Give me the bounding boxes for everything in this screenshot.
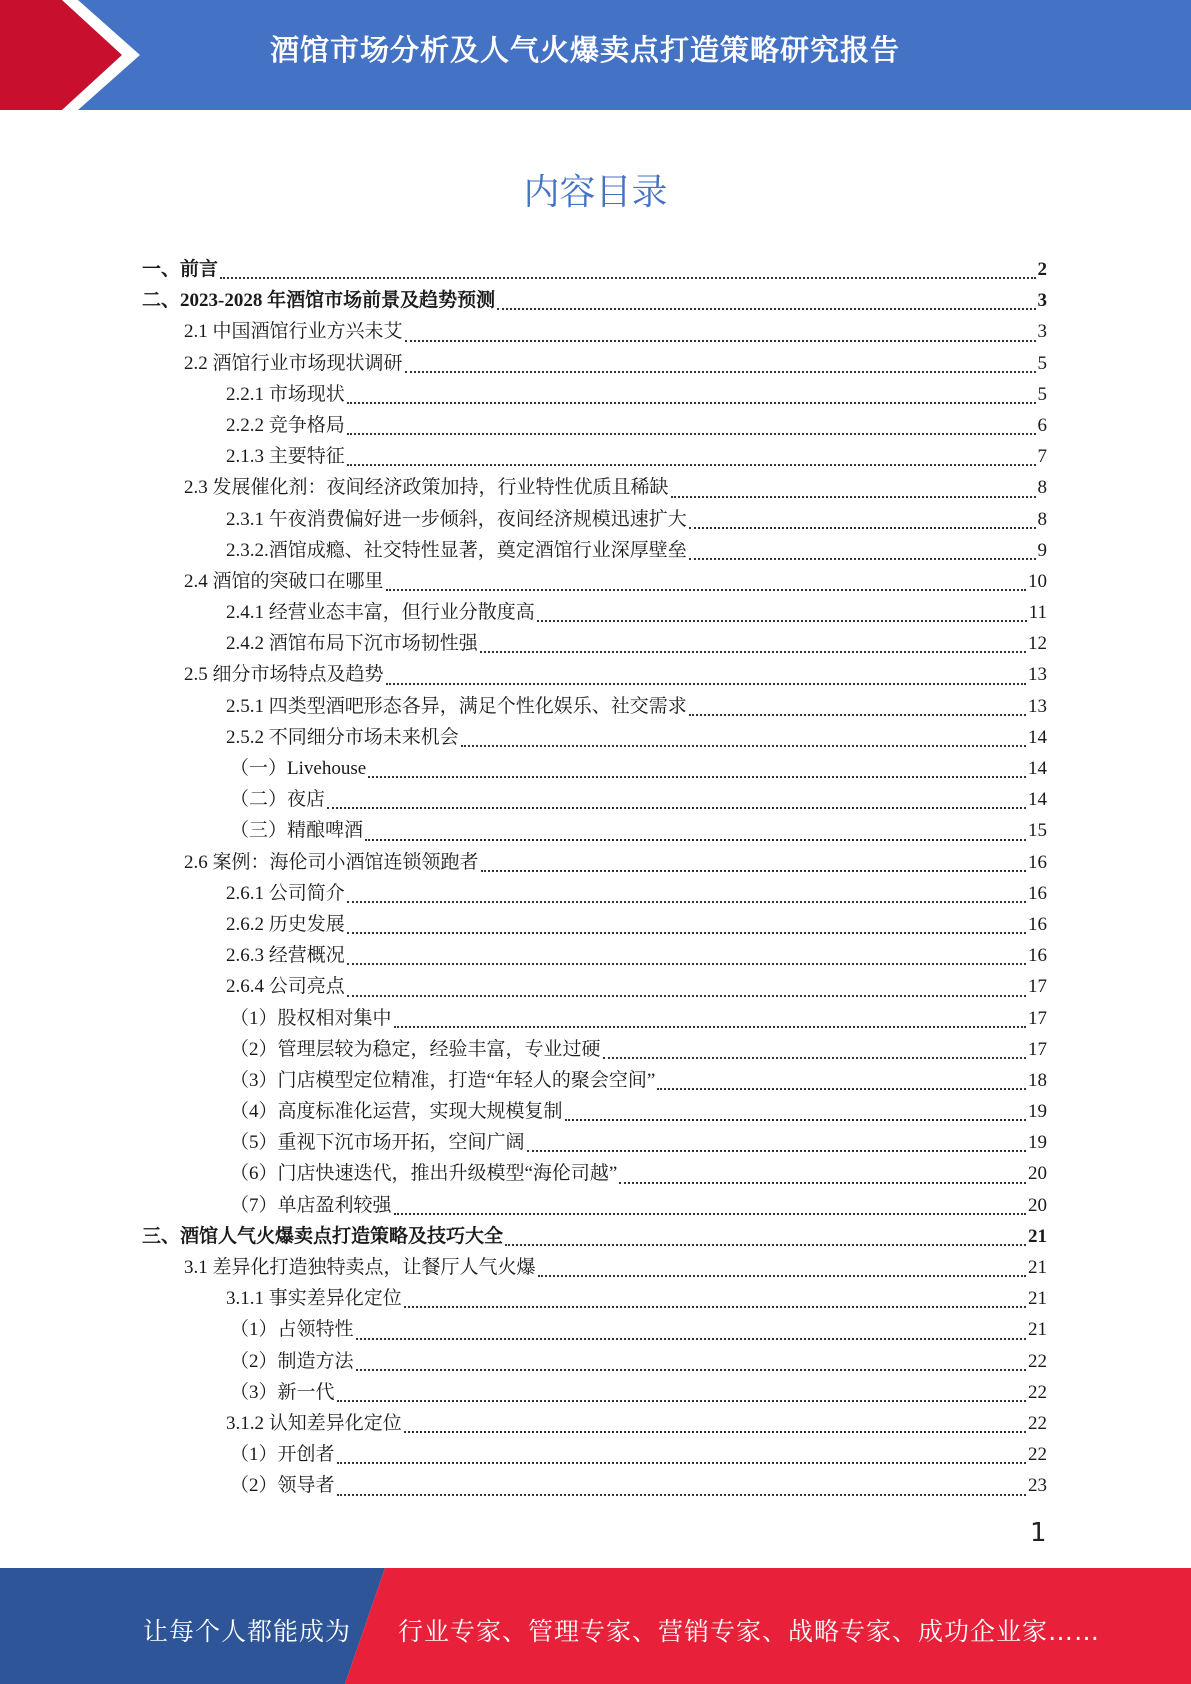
toc-entry[interactable] bbox=[142, 628, 1047, 659]
toc-entry-page: 21 bbox=[1028, 1319, 1047, 1341]
toc-entry-page: 21 bbox=[1028, 1288, 1047, 1310]
toc-entry[interactable] bbox=[142, 847, 1047, 878]
toc-leader-dots bbox=[405, 371, 1036, 373]
toc-entry[interactable] bbox=[142, 566, 1047, 597]
toc-entry-page: 5 bbox=[1037, 383, 1047, 405]
toc-leader-dots bbox=[657, 1088, 1026, 1090]
toc-leader-dots bbox=[689, 527, 1036, 529]
toc-entry-text: 2.5.2 不同细分市场未来机会 bbox=[226, 726, 459, 748]
toc-entry[interactable] bbox=[142, 1034, 1047, 1065]
toc-entry-text: 2.4 酒馆的突破口在哪里 bbox=[184, 570, 384, 592]
toc-entry[interactable] bbox=[142, 504, 1047, 535]
toc-entry-page: 21 bbox=[1028, 1257, 1047, 1278]
toc-entry-text: （2）管理层较为稳定，经验丰富，专业过硬 bbox=[230, 1038, 601, 1060]
toc-entry[interactable] bbox=[142, 316, 1047, 347]
toc-entry-page: 14 bbox=[1028, 789, 1047, 811]
toc-entry-text: （2）制造方法 bbox=[230, 1350, 354, 1372]
toc-entry-page: 8 bbox=[1037, 508, 1047, 530]
toc-entry[interactable] bbox=[142, 597, 1047, 628]
toc-entry-page: 16 bbox=[1028, 913, 1047, 935]
toc-entry[interactable] bbox=[142, 441, 1047, 472]
toc-entry-text: 2.2.2 竞争格局 bbox=[226, 414, 345, 436]
page-number: 1 bbox=[1030, 1518, 1047, 1548]
toc-entry-text: 2.6.2 历史发展 bbox=[226, 913, 345, 935]
toc-entry-text: 3.1.2 认知差异化定位 bbox=[226, 1412, 402, 1434]
toc-entry[interactable] bbox=[142, 535, 1047, 566]
toc-entry[interactable] bbox=[142, 1377, 1047, 1408]
toc-entry[interactable] bbox=[142, 940, 1047, 971]
toc-entry[interactable] bbox=[142, 472, 1047, 503]
toc-leader-dots bbox=[505, 1244, 1026, 1246]
toc-entry[interactable] bbox=[142, 1346, 1047, 1377]
toc-leader-dots bbox=[386, 589, 1026, 591]
toc-entry[interactable] bbox=[142, 878, 1047, 909]
toc-entry-text: 2.3.2.酒馆成瘾、社交特性显著，奠定酒馆行业深厚壁垒 bbox=[226, 539, 687, 561]
toc-entry-text: （7）单店盈利较强 bbox=[230, 1194, 392, 1216]
toc-entry-page: 10 bbox=[1028, 570, 1047, 592]
toc-entry-page: 19 bbox=[1028, 1132, 1047, 1154]
toc-entry[interactable] bbox=[142, 691, 1047, 722]
toc-entry-text: 二、2023-2028 年酒馆市场前景及趋势预测 bbox=[142, 290, 496, 312]
toc-entry-page: 16 bbox=[1028, 882, 1047, 904]
toc-entry-page: 22 bbox=[1028, 1444, 1047, 1466]
toc-entry[interactable] bbox=[142, 815, 1047, 846]
toc-entry-page: 14 bbox=[1028, 726, 1047, 748]
toc-entry[interactable] bbox=[142, 1003, 1047, 1034]
footer-slogan-left: 让每个人都能成为 bbox=[143, 1617, 352, 1646]
toc-entry-text: （一）Livehouse bbox=[230, 758, 367, 779]
toc-leader-dots bbox=[347, 901, 1026, 903]
toc-entry[interactable] bbox=[142, 722, 1047, 753]
table-of-contents bbox=[142, 254, 1047, 1502]
header-banner bbox=[0, 0, 1191, 110]
toc-entry[interactable] bbox=[142, 379, 1047, 410]
toc-entry-text: 2.6 案例：海伦司小酒馆连锁领跑者 bbox=[184, 851, 479, 873]
toc-entry-text: 2.3.1 午夜消费偏好进一步倾斜，夜间经济规模迅速扩大 bbox=[226, 508, 687, 530]
toc-entry-text: 2.4.1 经营业态丰富，但行业分散度高 bbox=[226, 602, 535, 624]
toc-entry[interactable] bbox=[142, 1283, 1047, 1314]
toc-entry[interactable] bbox=[142, 410, 1047, 441]
toc-entry-page: 19 bbox=[1028, 1101, 1047, 1123]
toc-entry-text: （4）高度标准化运营，实现大规模复制 bbox=[230, 1101, 563, 1123]
toc-entry-page: 16 bbox=[1028, 945, 1047, 967]
footer-slogan-right: 行业专家、管理专家、营销专家、战略专家、成功企业家…… bbox=[398, 1617, 1101, 1646]
toc-entry-page: 17 bbox=[1028, 1007, 1047, 1029]
toc-entry[interactable] bbox=[142, 1127, 1047, 1158]
toc-leader-dots bbox=[527, 1150, 1026, 1152]
toc-leader-dots bbox=[327, 807, 1026, 809]
toc-entry-page: 23 bbox=[1028, 1475, 1047, 1497]
toc-entry-page: 8 bbox=[1037, 477, 1047, 499]
toc-leader-dots bbox=[386, 683, 1026, 685]
toc-leader-dots bbox=[347, 932, 1026, 934]
toc-entry-text: 一、前言 bbox=[142, 259, 219, 280]
toc-leader-dots bbox=[481, 870, 1026, 872]
toc-entry[interactable] bbox=[142, 1314, 1047, 1345]
toc-entry-text: 2.1.3 主要特征 bbox=[226, 446, 345, 468]
toc-entry[interactable] bbox=[142, 1252, 1047, 1283]
toc-leader-dots bbox=[565, 1119, 1026, 1121]
toc-entry-text: （三）精酿啤酒 bbox=[230, 820, 364, 842]
toc-entry-page: 21 bbox=[1028, 1225, 1047, 1247]
toc-leader-dots bbox=[347, 464, 1036, 466]
toc-entry-text: 2.6.3 经营概况 bbox=[226, 945, 345, 967]
toc-leader-dots bbox=[671, 496, 1036, 498]
toc-entry[interactable] bbox=[142, 971, 1047, 1002]
toc-entry-text: 2.1 中国酒馆行业方兴未艾 bbox=[184, 321, 403, 343]
toc-entry-text: 3.1.1 事实差异化定位 bbox=[226, 1288, 402, 1310]
toc-entry-text: 2.5 细分市场特点及趋势 bbox=[184, 664, 384, 686]
toc-entry-page: 22 bbox=[1028, 1350, 1047, 1372]
toc-entry[interactable] bbox=[142, 753, 1047, 784]
toc-entry[interactable] bbox=[142, 784, 1047, 815]
toc-entry-text: （3）门店模型定位精准，打造“年轻人的聚会空间” bbox=[230, 1069, 656, 1091]
toc-leader-dots bbox=[461, 745, 1026, 747]
toc-entry-page: 3 bbox=[1037, 321, 1047, 343]
toc-entry-text: （1）开创者 bbox=[230, 1444, 335, 1466]
toc-leader-dots bbox=[337, 1462, 1026, 1464]
toc-entry[interactable] bbox=[142, 1065, 1047, 1096]
toc-entry-page: 3 bbox=[1037, 290, 1047, 312]
toc-entry-text: （1）股权相对集中 bbox=[230, 1007, 392, 1029]
toc-entry-page: 7 bbox=[1037, 446, 1047, 468]
toc-leader-dots bbox=[404, 1306, 1026, 1308]
toc-entry-text: 2.2.1 市场现状 bbox=[226, 383, 345, 405]
toc-entry[interactable] bbox=[142, 1096, 1047, 1127]
toc-leader-dots bbox=[365, 839, 1026, 841]
toc-entry-page: 22 bbox=[1028, 1412, 1047, 1434]
toc-leader-dots bbox=[337, 1494, 1026, 1496]
toc-entry-text: （3）新一代 bbox=[230, 1381, 335, 1403]
toc-entry-text: （6）门店快速迭代，推出升级模型“海伦司越” bbox=[230, 1163, 618, 1185]
toc-entry[interactable] bbox=[142, 348, 1047, 379]
toc-leader-dots bbox=[337, 1400, 1026, 1402]
report-title: 酒馆市场分析及人气火爆卖点打造策略研究报告 bbox=[270, 33, 901, 67]
toc-entry-text: （1）占领特性 bbox=[230, 1319, 354, 1341]
toc-entry-page: 20 bbox=[1028, 1163, 1047, 1185]
toc-entry-page: 16 bbox=[1028, 851, 1047, 873]
toc-entry-text: （2）领导者 bbox=[230, 1475, 335, 1497]
toc-leader-dots bbox=[394, 1213, 1026, 1215]
toc-leader-dots bbox=[538, 1275, 1026, 1277]
toc-entry-text: 2.6.1 公司简介 bbox=[226, 882, 345, 904]
toc-leader-dots bbox=[537, 620, 1027, 622]
toc-entry-text: 2.2 酒馆行业市场现状调研 bbox=[184, 352, 403, 374]
toc-entry-page: 9 bbox=[1037, 539, 1047, 561]
toc-entry-page: 2 bbox=[1037, 259, 1047, 280]
toc-leader-dots bbox=[619, 1182, 1026, 1184]
toc-entry[interactable] bbox=[142, 1221, 1047, 1252]
toc-entry-page: 11 bbox=[1028, 602, 1047, 624]
toc-entry[interactable] bbox=[142, 1470, 1047, 1501]
toc-entry-page: 17 bbox=[1028, 1038, 1047, 1060]
toc-entry-text: 2.4.2 酒馆布局下沉市场韧性强 bbox=[226, 633, 478, 655]
toc-entry-text: 2.5.1 四类型酒吧形态各异，满足个性化娱乐、社交需求 bbox=[226, 695, 687, 717]
toc-entry-page: 20 bbox=[1028, 1194, 1047, 1216]
toc-leader-dots bbox=[347, 963, 1026, 965]
toc-entry-page: 17 bbox=[1028, 976, 1047, 998]
toc-entry-text: 2.3 发展催化剂：夜间经济政策加持，行业特性优质且稀缺 bbox=[184, 477, 669, 499]
toc-leader-dots bbox=[689, 558, 1036, 560]
toc-heading: 内容目录 bbox=[523, 172, 668, 213]
toc-leader-dots bbox=[347, 433, 1036, 435]
toc-leader-dots bbox=[368, 776, 1026, 778]
toc-entry[interactable] bbox=[142, 1408, 1047, 1439]
toc-leader-dots bbox=[347, 402, 1036, 404]
toc-entry[interactable] bbox=[142, 909, 1047, 940]
toc-entry-page: 5 bbox=[1037, 352, 1047, 374]
toc-entry-page: 18 bbox=[1028, 1069, 1047, 1091]
toc-leader-dots bbox=[347, 995, 1026, 997]
toc-entry-page: 22 bbox=[1028, 1381, 1047, 1403]
toc-entry-text: （5）重视下沉市场开拓，空间广阔 bbox=[230, 1132, 525, 1154]
toc-leader-dots bbox=[480, 651, 1026, 653]
toc-entry[interactable] bbox=[142, 1190, 1047, 1221]
toc-entry-page: 6 bbox=[1037, 414, 1047, 436]
toc-entry-page: 13 bbox=[1028, 664, 1047, 686]
toc-leader-dots bbox=[404, 1431, 1026, 1433]
toc-entry[interactable] bbox=[142, 1158, 1047, 1189]
footer-banner bbox=[0, 1568, 1191, 1684]
toc-entry-text: 3.1 差异化打造独特卖点，让餐厅人气火爆 bbox=[184, 1257, 536, 1278]
toc-leader-dots bbox=[689, 714, 1026, 716]
toc-entry-page: 15 bbox=[1028, 820, 1047, 842]
toc-leader-dots bbox=[220, 277, 1035, 279]
toc-entry-text: 2.6.4 公司亮点 bbox=[226, 976, 345, 998]
toc-entry-text: 三、酒馆人气火爆卖点打造策略及技巧大全 bbox=[142, 1225, 504, 1247]
toc-leader-dots bbox=[497, 308, 1035, 310]
toc-entry-text: （二）夜店 bbox=[230, 789, 326, 811]
toc-entry-page: 13 bbox=[1028, 695, 1047, 717]
toc-leader-dots bbox=[394, 1026, 1026, 1028]
toc-entry[interactable] bbox=[142, 1439, 1047, 1470]
toc-leader-dots bbox=[603, 1057, 1026, 1059]
toc-leader-dots bbox=[356, 1369, 1026, 1371]
toc-leader-dots bbox=[356, 1338, 1026, 1340]
toc-entry-page: 12 bbox=[1028, 633, 1047, 655]
toc-entry-page: 14 bbox=[1028, 758, 1047, 779]
toc-entry[interactable] bbox=[142, 285, 1047, 316]
toc-entry[interactable] bbox=[142, 254, 1047, 285]
toc-leader-dots bbox=[405, 340, 1036, 342]
toc-entry[interactable] bbox=[142, 659, 1047, 690]
